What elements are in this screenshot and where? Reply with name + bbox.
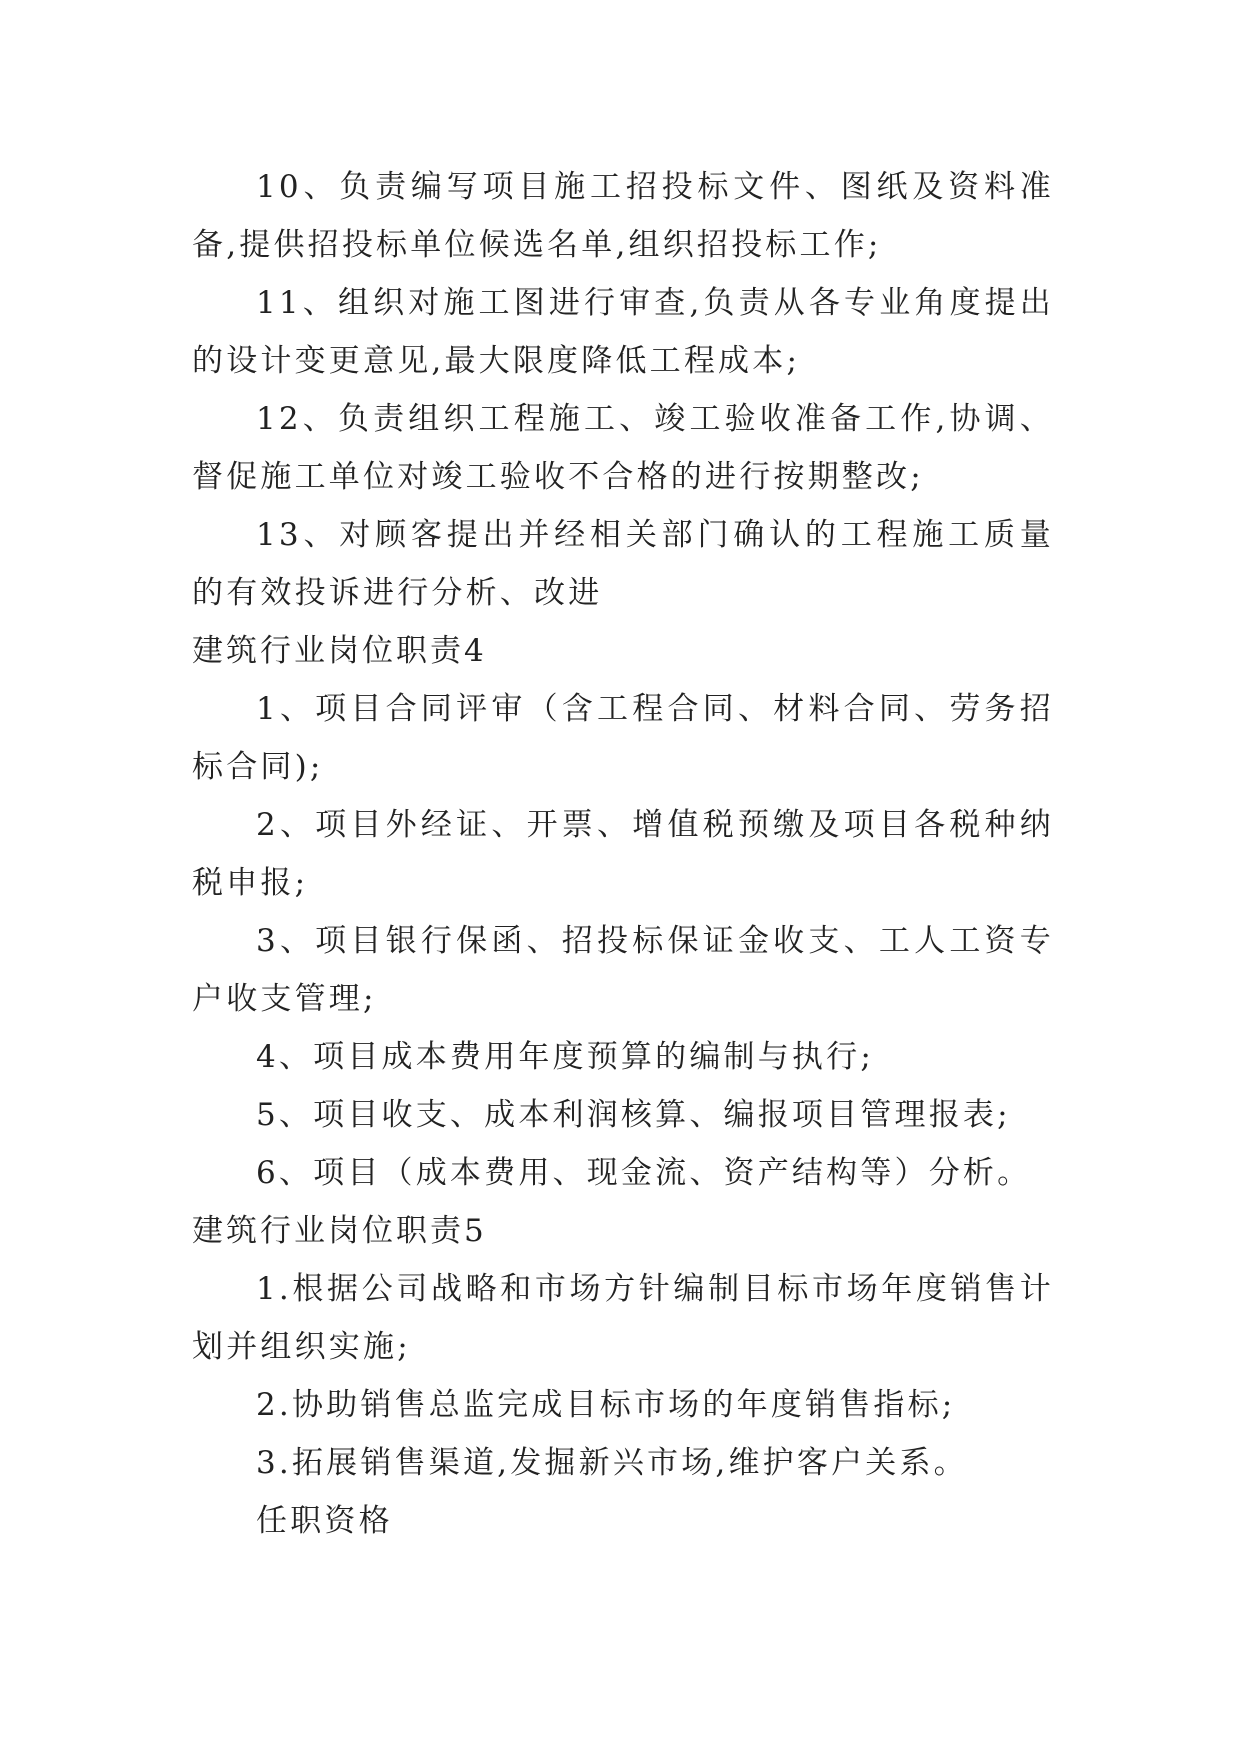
section4-item-6: 6、项目（成本费用、现金流、资产结构等）分析。	[256, 1155, 1032, 1191]
section4-item-5: 5、项目收支、成本利润核算、编报项目管理报表;	[256, 1097, 1011, 1133]
duty-item-13: 13、对顾客提出并经相关部门确认的工程施工质量的有效投诉进行分析、改进	[192, 517, 1054, 611]
section5-item-2: 2.协助销售总监完成目标市场的年度销售指标;	[256, 1387, 956, 1423]
section4-item-1: 1、项目合同评审（含工程合同、材料合同、劳务招标合同);	[192, 691, 1054, 785]
section5-item-3: 3.拓展销售渠道,发掘新兴市场,维护客户关系。	[256, 1445, 968, 1481]
section4-item-3: 3、项目银行保函、招投标保证金收支、工人工资专户收支管理;	[192, 923, 1054, 1017]
duty-item-10: 10、负责编写项目施工招投标文件、图纸及资料准备,提供招投标单位候选名单,组织招投标工作;	[192, 169, 1054, 263]
section-heading-5: 建筑行业岗位职责5	[192, 1213, 487, 1249]
section4-item-2: 2、项目外经证、开票、增值税预缴及项目各税种纳税申报;	[192, 807, 1054, 901]
duty-item-11: 11、组织对施工图进行审查,负责从各专业角度提出的设计变更意见,最大限度降低工程成本;	[192, 285, 1054, 379]
document-body	[192, 158, 1054, 1550]
duty-item-12: 12、负责组织工程施工、竣工验收准备工作,协调、督促施工单位对竣工验收不合格的进行按期整改;	[192, 401, 1054, 495]
section5-item-1: 1.根据公司战略和市场方针编制目标市场年度销售计划并组织实施;	[192, 1271, 1054, 1365]
section4-item-4: 4、项目成本费用年度预算的编制与执行;	[256, 1039, 874, 1075]
section-heading-4: 建筑行业岗位职责4	[192, 633, 487, 669]
qualifications-label: 任职资格	[256, 1503, 393, 1539]
